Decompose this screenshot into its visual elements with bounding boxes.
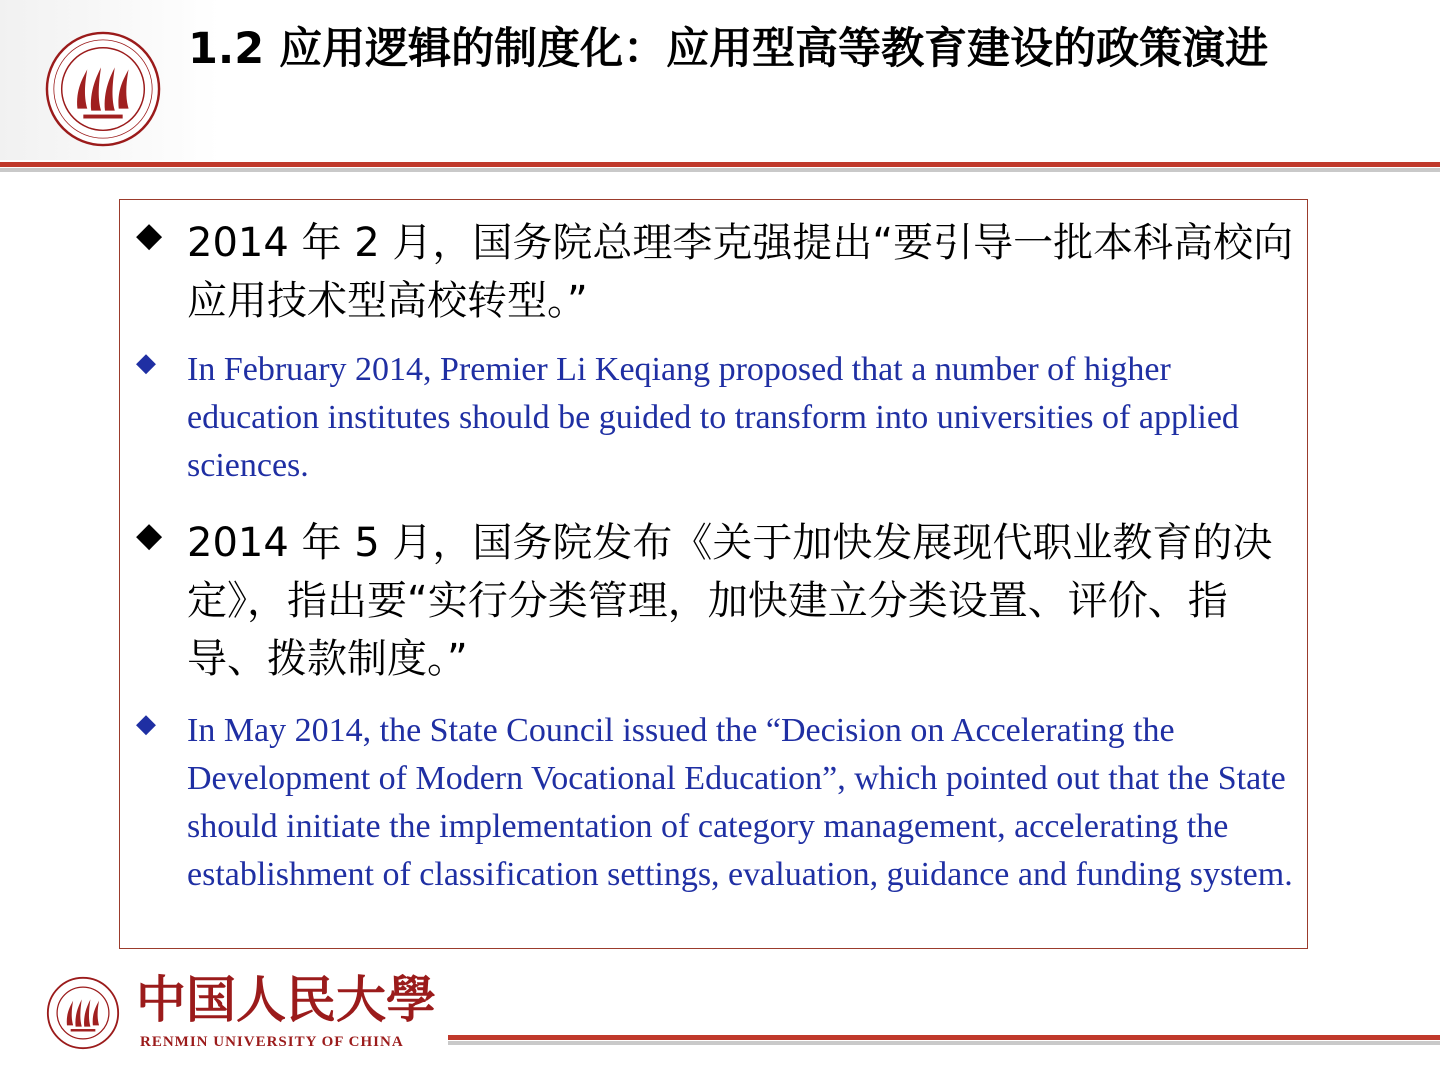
header-divider-red: [0, 162, 1440, 167]
university-name-chinese: 中国人民大學: [136, 970, 436, 1029]
diamond-bullet-icon: ◆: [136, 215, 163, 255]
university-seal-logo-small: [46, 976, 120, 1050]
university-name-english: RENMIN UNIVERSITY OF CHINA: [140, 1034, 404, 1050]
slide-title: 1.2 应用逻辑的制度化：应用型高等教育建设的政策演进: [188, 24, 1269, 74]
content-box: [119, 199, 1308, 949]
bullet-text-english: In May 2014, the State Council issued the “Decision on Accelerating the Development of Modern Vocational Education”, which pointed out that the State should initiate the implementation of category management, accelerating the establishment of classification settings, evaluation, guidance and funding system.: [187, 712, 1293, 893]
footer-divider-grey: [448, 1041, 1440, 1045]
bullet-text-english: In February 2014, Premier Li Keqiang proposed that a number of higher education institutes should be guided to transform into universities of applied sciences.: [187, 351, 1239, 484]
footer-divider-red: [448, 1035, 1440, 1040]
header-divider-grey: [0, 168, 1440, 172]
university-seal-logo: [44, 30, 162, 148]
diamond-bullet-icon: ◆: [136, 348, 156, 378]
diamond-bullet-icon: ◆: [136, 515, 163, 555]
bullet-text-chinese: 2014 年 5 月，国务院发布《关于加快发展现代职业教育的决定》，指出要“实行分类管理，加快建立分类设置、评价、指导、拨款制度。”: [187, 520, 1273, 682]
bullet-text-chinese: 2014 年 2 月，国务院总理李克强提出“要引导一批本科高校向应用技术型高校转型。”: [187, 220, 1294, 324]
diamond-bullet-icon: ◆: [136, 709, 156, 739]
